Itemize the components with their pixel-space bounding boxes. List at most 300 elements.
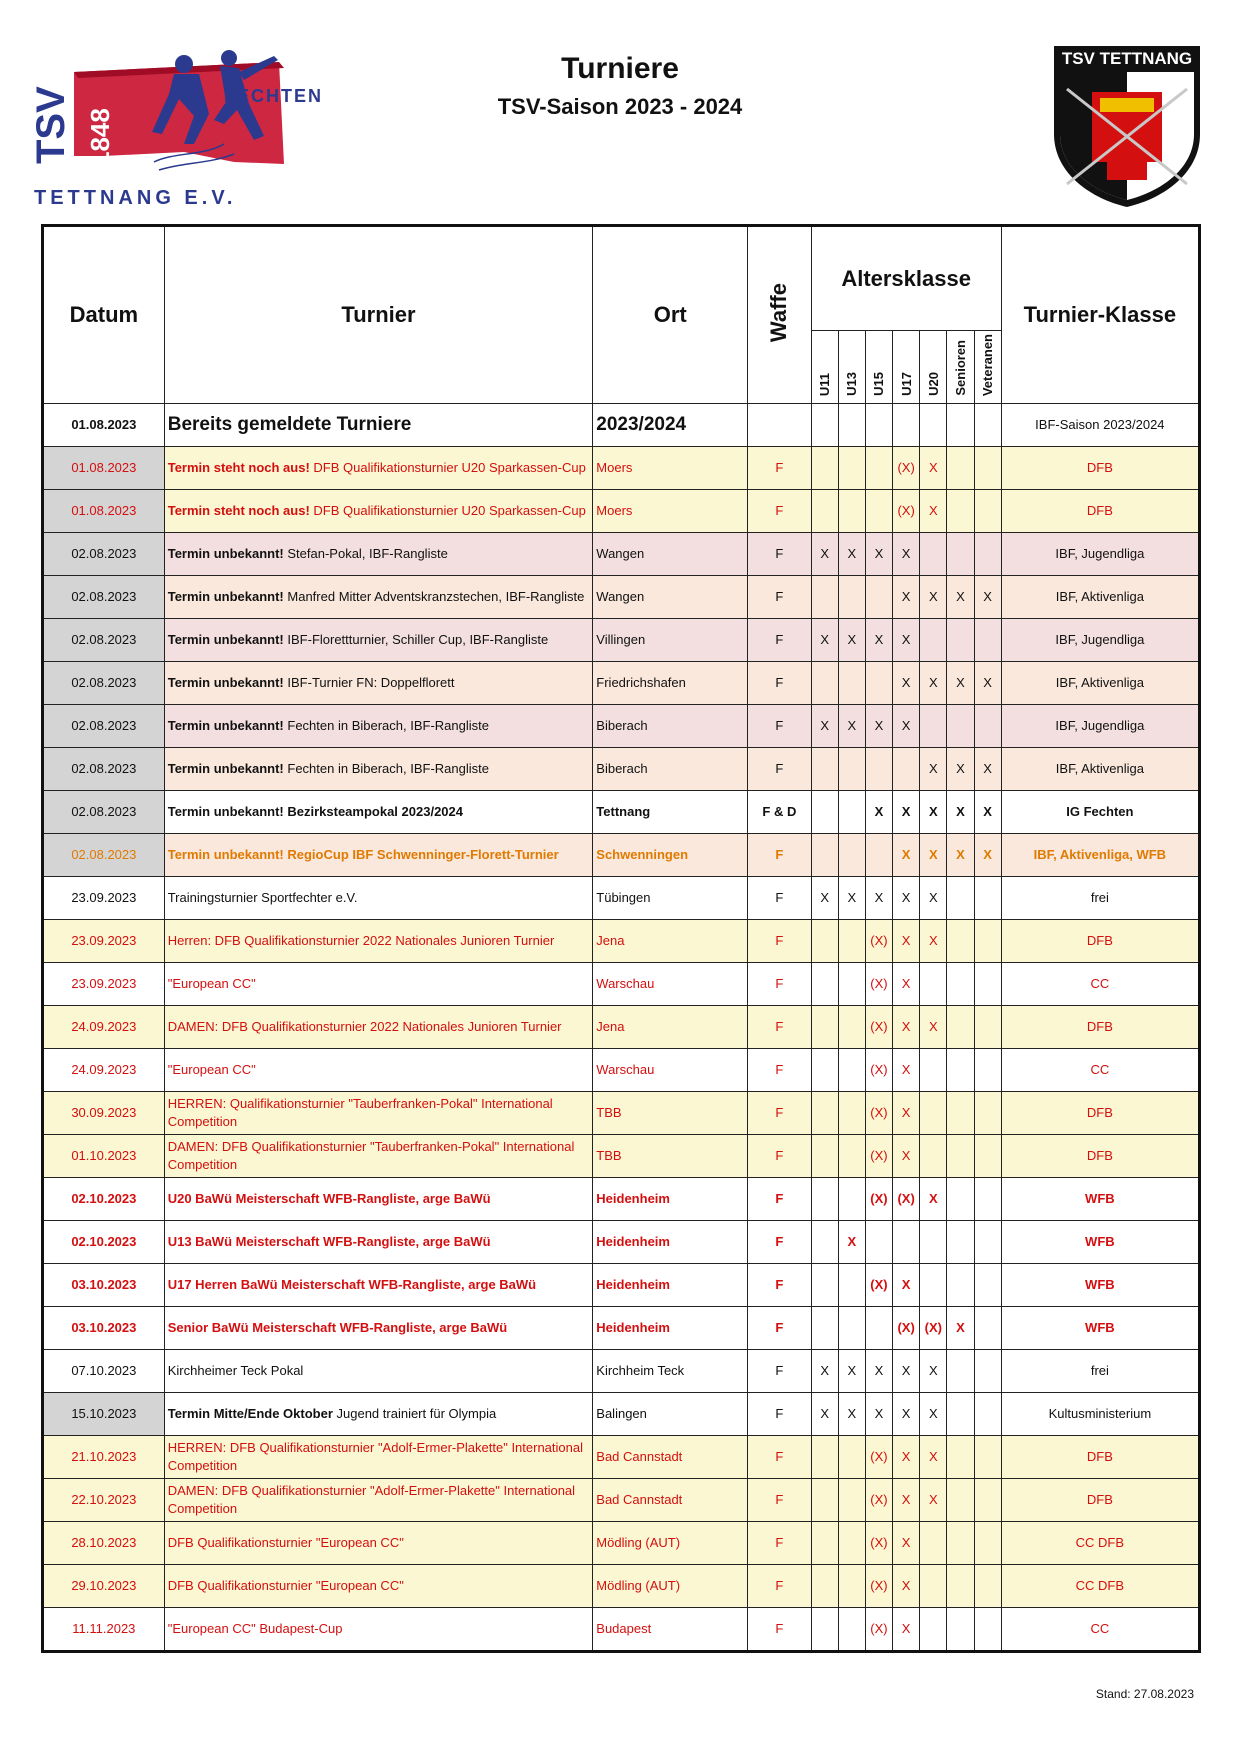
table-row (43, 1049, 1200, 1092)
cell-age (811, 1565, 838, 1608)
table-row (43, 705, 1200, 748)
cell-age: X (811, 533, 838, 576)
table-row (43, 1264, 1200, 1307)
turnier-text: DAMEN: DFB Qualifikationsturnier 2022 Nationales Junioren Turnier (167, 1018, 562, 1034)
cell-turnier-klasse: CC (1001, 963, 1199, 1006)
age-label: U20 (925, 372, 941, 396)
cell-waffe: F (748, 963, 811, 1006)
cell-datum: 02.08.2023 (43, 705, 165, 748)
table-row (43, 533, 1200, 576)
cell-turnier (164, 1393, 593, 1436)
cell-age (811, 920, 838, 963)
turnier-text: U13 BaWü Meisterschaft WFB-Rangliste, arge BaWü (167, 1233, 491, 1249)
cell-age: X (947, 1307, 974, 1350)
cell-age: (X) (865, 1479, 892, 1522)
cell-age: X (974, 791, 1001, 834)
col-header-waffe-cell (748, 226, 811, 404)
cell-age (838, 1264, 865, 1307)
cell-datum: 02.08.2023 (43, 619, 165, 662)
club-logo (29, 44, 354, 214)
cell-ort: Heidenheim (593, 1178, 748, 1221)
cell-turnier (164, 1565, 593, 1608)
cell-age (974, 447, 1001, 490)
cell-datum: 11.11.2023 (43, 1608, 165, 1652)
turnier-text: Senior BaWü Meisterschaft WFB-Rangliste, arge BaWü (167, 1319, 508, 1335)
cell-age: X (865, 791, 892, 834)
cell-age (974, 404, 1001, 447)
cell-turnier (164, 447, 593, 490)
cell-waffe (748, 404, 811, 447)
turnier-text: Fechten in Biberach, IBF-Rangliste (287, 717, 489, 733)
cell-age (838, 1307, 865, 1350)
cell-age: (X) (865, 1264, 892, 1307)
cell-age: X (838, 877, 865, 920)
cell-datum: 23.09.2023 (43, 877, 165, 920)
cell-waffe: F (748, 1264, 811, 1307)
cell-age: X (893, 662, 920, 705)
cell-age: X (811, 1350, 838, 1393)
turnier-lead: Termin steht noch aus! (167, 459, 310, 475)
cell-age (811, 791, 838, 834)
cell-turnier (164, 1608, 593, 1652)
table-row (43, 447, 1200, 490)
cell-age (811, 1522, 838, 1565)
cell-age: X (920, 877, 947, 920)
cell-turnier-klasse: CC DFB (1001, 1522, 1199, 1565)
cell-age (838, 834, 865, 877)
cell-age: (X) (893, 490, 920, 533)
cell-age (947, 1479, 974, 1522)
cell-turnier (164, 619, 593, 662)
cell-turnier-klasse: WFB (1001, 1221, 1199, 1264)
cell-age (811, 662, 838, 705)
cell-age (974, 1092, 1001, 1135)
cell-age: X (947, 576, 974, 619)
cell-age: X (893, 963, 920, 1006)
cell-age (947, 1393, 974, 1436)
cell-turnier (164, 877, 593, 920)
cell-age: (X) (865, 1135, 892, 1178)
cell-waffe: F (748, 1307, 811, 1350)
cell-waffe: F (748, 1522, 811, 1565)
cell-turnier-klasse: WFB (1001, 1307, 1199, 1350)
cell-turnier-klasse: DFB (1001, 1436, 1199, 1479)
cell-age: X (893, 1006, 920, 1049)
cell-ort: Kirchheim Teck (593, 1350, 748, 1393)
cell-ort: Budapest (593, 1608, 748, 1652)
cell-datum: 07.10.2023 (43, 1350, 165, 1393)
cell-age: X (893, 1436, 920, 1479)
cell-age: (X) (893, 1307, 920, 1350)
col-header-datum: Datum (43, 226, 165, 404)
cell-age: (X) (893, 1178, 920, 1221)
cell-age: (X) (865, 1092, 892, 1135)
cell-age (947, 1092, 974, 1135)
cell-age: (X) (865, 1565, 892, 1608)
age-label: U11 (817, 372, 833, 396)
cell-age: X (838, 705, 865, 748)
cell-turnier-klasse: DFB (1001, 1135, 1199, 1178)
cell-age: X (947, 748, 974, 791)
cell-age: X (893, 533, 920, 576)
cell-waffe: F (748, 1092, 811, 1135)
cell-age (974, 1135, 1001, 1178)
cell-turnier-klasse: frei (1001, 1350, 1199, 1393)
cell-turnier-klasse: DFB (1001, 1006, 1199, 1049)
cell-age (974, 619, 1001, 662)
cell-age: (X) (865, 920, 892, 963)
turnier-text: U17 Herren BaWü Meisterschaft WFB-Rangliste, arge BaWü (167, 1276, 537, 1292)
turnier-text: Jugend trainiert für Olympia (336, 1405, 497, 1421)
col-header-turnier-klasse: Turnier-Klasse (1001, 226, 1199, 404)
cell-age (920, 1608, 947, 1652)
cell-age (865, 576, 892, 619)
cell-age: X (920, 1350, 947, 1393)
age-label: U13 (844, 372, 860, 396)
cell-age (947, 920, 974, 963)
cell-ort: Moers (593, 447, 748, 490)
col-header-waffe: Waffe (766, 282, 792, 343)
cell-age (947, 1049, 974, 1092)
table-row (43, 1092, 1200, 1135)
table-row (43, 404, 1200, 447)
age-label: U15 (871, 372, 887, 396)
cell-datum: 02.08.2023 (43, 834, 165, 877)
turnier-text: HERREN: DFB Qualifikationsturnier "Adolf-Ermer-Plakette" International Competition (167, 1439, 583, 1473)
cell-age (811, 490, 838, 533)
cell-age: (X) (920, 1307, 947, 1350)
page-title: Turniere (561, 52, 679, 85)
cell-age (920, 1264, 947, 1307)
cell-age (947, 1135, 974, 1178)
cell-turnier (164, 1522, 593, 1565)
cell-age: X (865, 877, 892, 920)
table-row (43, 1307, 1200, 1350)
turnier-lead: Termin unbekannt! (167, 760, 284, 776)
cell-age: X (920, 1436, 947, 1479)
cell-turnier (164, 920, 593, 963)
cell-age: X (920, 791, 947, 834)
table-row (43, 920, 1200, 963)
table-row (43, 1479, 1200, 1522)
stand-date: Stand: 27.08.2023 (1095, 1687, 1194, 1701)
cell-age: X (920, 748, 947, 791)
cell-age (811, 1049, 838, 1092)
cell-turnier-klasse: CC (1001, 1049, 1199, 1092)
cell-age (811, 1135, 838, 1178)
turnier-text: HERREN: Qualifikationsturnier "Tauberfranken-Pokal" International Competition (167, 1095, 553, 1129)
cell-age (838, 1522, 865, 1565)
cell-turnier-klasse: IBF-Saison 2023/2024 (1001, 404, 1199, 447)
cell-age (947, 447, 974, 490)
cell-age (811, 1264, 838, 1307)
cell-waffe: F (748, 447, 811, 490)
cell-datum: 28.10.2023 (43, 1522, 165, 1565)
cell-age: X (893, 834, 920, 877)
cell-age (974, 1522, 1001, 1565)
cell-waffe: F (748, 576, 811, 619)
cell-age (974, 533, 1001, 576)
cell-age (920, 1049, 947, 1092)
cell-age: X (920, 662, 947, 705)
cell-ort: Tettnang (593, 791, 748, 834)
cell-datum: 24.09.2023 (43, 1006, 165, 1049)
cell-ort: Wangen (593, 576, 748, 619)
turnier-text: Stefan-Pokal, IBF-Rangliste (287, 545, 448, 561)
crest-text: TSV TETTNANG (1061, 49, 1193, 68)
cell-waffe: F (748, 920, 811, 963)
cell-age: X (920, 920, 947, 963)
cell-datum: 23.09.2023 (43, 963, 165, 1006)
cell-age (947, 1221, 974, 1264)
cell-turnier (164, 1178, 593, 1221)
cell-age (838, 791, 865, 834)
cell-age (865, 834, 892, 877)
cell-age: X (838, 533, 865, 576)
col-header-age (893, 331, 920, 404)
cell-turnier-klasse: IBF, Aktivenliga, WFB (1001, 834, 1199, 877)
cell-age (974, 1178, 1001, 1221)
turnier-text: "European CC" Budapest-Cup (167, 1620, 343, 1636)
cell-age (838, 1565, 865, 1608)
col-header-age (920, 331, 947, 404)
table-row (43, 1178, 1200, 1221)
table-row (43, 877, 1200, 920)
cell-age (947, 404, 974, 447)
table-row (43, 576, 1200, 619)
turnier-text: DFB Qualifikationsturnier U20 Sparkassen-Cup (313, 459, 586, 475)
age-label: U17 (898, 372, 914, 396)
cell-turnier-klasse: IG Fechten (1001, 791, 1199, 834)
cell-age: X (893, 1393, 920, 1436)
cell-age: X (838, 1350, 865, 1393)
cell-age (974, 705, 1001, 748)
cell-turnier (164, 1221, 593, 1264)
turnier-text: Herren: DFB Qualifikationsturnier 2022 Nationales Junioren Turnier (167, 932, 555, 948)
cell-waffe: F (748, 705, 811, 748)
cell-age (838, 1436, 865, 1479)
club-crest (1052, 44, 1202, 209)
cell-waffe: F (748, 1006, 811, 1049)
cell-age (865, 1221, 892, 1264)
cell-turnier-klasse: DFB (1001, 1092, 1199, 1135)
cell-ort: Mödling (AUT) (593, 1522, 748, 1565)
cell-turnier (164, 404, 593, 447)
cell-age: X (811, 877, 838, 920)
cell-age: (X) (865, 1436, 892, 1479)
table-row (43, 1006, 1200, 1049)
cell-turnier (164, 1479, 593, 1522)
col-header-turnier: Turnier (164, 226, 593, 404)
cell-age: X (974, 662, 1001, 705)
cell-age (811, 1178, 838, 1221)
cell-waffe: F (748, 1565, 811, 1608)
cell-age (838, 447, 865, 490)
cell-waffe: F (748, 1135, 811, 1178)
table-row (43, 1522, 1200, 1565)
cell-age (811, 404, 838, 447)
cell-age: X (920, 1479, 947, 1522)
cell-age (920, 1092, 947, 1135)
col-header-age (865, 331, 892, 404)
cell-age: X (893, 1135, 920, 1178)
cell-age (920, 1522, 947, 1565)
cell-waffe: F (748, 533, 811, 576)
table-row (43, 963, 1200, 1006)
cell-age (947, 490, 974, 533)
cell-age: X (920, 1393, 947, 1436)
cell-turnier-klasse: frei (1001, 877, 1199, 920)
cell-age: X (893, 1479, 920, 1522)
cell-age (974, 963, 1001, 1006)
cell-age (811, 1608, 838, 1652)
cell-ort: Warschau (593, 963, 748, 1006)
cell-age (947, 1522, 974, 1565)
cell-ort: Bad Cannstadt (593, 1436, 748, 1479)
cell-age: (X) (865, 963, 892, 1006)
cell-age: X (865, 705, 892, 748)
cell-turnier-klasse: IBF, Aktivenliga (1001, 662, 1199, 705)
cell-datum: 01.08.2023 (43, 404, 165, 447)
cell-age (811, 576, 838, 619)
table-row (43, 1393, 1200, 1436)
cell-ort: Heidenheim (593, 1221, 748, 1264)
cell-age (947, 1350, 974, 1393)
cell-age: X (811, 619, 838, 662)
cell-age (838, 1608, 865, 1652)
table-row (43, 791, 1200, 834)
cell-age (893, 1221, 920, 1264)
cell-datum: 01.08.2023 (43, 447, 165, 490)
cell-ort: Tübingen (593, 877, 748, 920)
cell-age (838, 1092, 865, 1135)
cell-age: X (865, 533, 892, 576)
cell-age: X (811, 705, 838, 748)
cell-age (974, 1350, 1001, 1393)
cell-age (838, 748, 865, 791)
cell-age (920, 404, 947, 447)
cell-datum: 02.08.2023 (43, 662, 165, 705)
cell-turnier-klasse: DFB (1001, 920, 1199, 963)
cell-turnier-klasse: IBF, Jugendliga (1001, 619, 1199, 662)
col-header-age (838, 331, 865, 404)
cell-waffe: F (748, 662, 811, 705)
cell-ort: Balingen (593, 1393, 748, 1436)
cell-turnier-klasse: DFB (1001, 447, 1199, 490)
cell-age (920, 963, 947, 1006)
svg-text:TSV: TSV (29, 86, 73, 164)
cell-turnier (164, 1350, 593, 1393)
svg-text:1848: 1848 (85, 108, 115, 166)
turnier-lead: Termin unbekannt! (167, 545, 284, 561)
cell-turnier (164, 705, 593, 748)
cell-age (974, 1049, 1001, 1092)
table-row (43, 1221, 1200, 1264)
cell-age (947, 1565, 974, 1608)
turnier-text: Termin unbekannt! RegioCup IBF Schwenninger-Florett-Turnier (167, 846, 559, 862)
cell-turnier (164, 963, 593, 1006)
cell-age: X (974, 576, 1001, 619)
turnier-text: "European CC" (167, 1061, 256, 1077)
turnier-lead: Termin unbekannt! (167, 717, 284, 733)
cell-age (974, 1221, 1001, 1264)
cell-age: X (811, 1393, 838, 1436)
cell-ort: Mödling (AUT) (593, 1565, 748, 1608)
cell-age: X (947, 662, 974, 705)
cell-age (947, 705, 974, 748)
cell-ort: Schwenningen (593, 834, 748, 877)
cell-age (865, 1307, 892, 1350)
turnier-lead: Termin unbekannt! (167, 674, 284, 690)
cell-datum: 02.08.2023 (43, 748, 165, 791)
turnier-lead: Termin Mitte/Ende Oktober (167, 1405, 333, 1421)
cell-age: (X) (865, 1608, 892, 1652)
cell-ort: Jena (593, 920, 748, 963)
turnier-text: DAMEN: DFB Qualifikationsturnier "Adolf-Ermer-Plakette" International Competition (167, 1482, 576, 1516)
cell-age (811, 1221, 838, 1264)
turnier-lead: Termin steht noch aus! (167, 502, 310, 518)
age-label: Veteranen (980, 333, 996, 396)
turnier-lead: Termin unbekannt! (167, 588, 284, 604)
cell-age: X (865, 1393, 892, 1436)
cell-age (947, 1178, 974, 1221)
col-header-age (811, 331, 838, 404)
cell-ort: Friedrichshafen (593, 662, 748, 705)
cell-turnier (164, 662, 593, 705)
cell-age: X (865, 619, 892, 662)
cell-age: X (838, 1393, 865, 1436)
cell-age: X (920, 1178, 947, 1221)
cell-age (920, 1565, 947, 1608)
cell-age: X (974, 834, 1001, 877)
cell-age (838, 1178, 865, 1221)
cell-waffe: F (748, 1350, 811, 1393)
table-row (43, 662, 1200, 705)
cell-age (920, 1221, 947, 1264)
cell-waffe: F (748, 1049, 811, 1092)
cell-turnier-klasse: IBF, Jugendliga (1001, 705, 1199, 748)
cell-age (947, 1006, 974, 1049)
cell-turnier-klasse: DFB (1001, 1479, 1199, 1522)
cell-age (947, 533, 974, 576)
cell-age (811, 1006, 838, 1049)
cell-turnier (164, 1092, 593, 1135)
cell-ort: Wangen (593, 533, 748, 576)
cell-waffe: F (748, 834, 811, 877)
page-subtitle: TSV-Saison 2023 - 2024 (497, 94, 743, 119)
cell-waffe: F (748, 1479, 811, 1522)
cell-ort: TBB (593, 1135, 748, 1178)
col-header-ort: Ort (593, 226, 748, 404)
cell-age (838, 1049, 865, 1092)
cell-age (865, 748, 892, 791)
cell-age: X (893, 1264, 920, 1307)
cell-turnier (164, 1135, 593, 1178)
cell-age (947, 877, 974, 920)
cell-age (811, 447, 838, 490)
cell-age (974, 1006, 1001, 1049)
cell-ort: Villingen (593, 619, 748, 662)
cell-age (974, 1565, 1001, 1608)
cell-age (838, 1135, 865, 1178)
cell-turnier (164, 490, 593, 533)
cell-age (865, 662, 892, 705)
cell-turnier-klasse: IBF, Aktivenliga (1001, 748, 1199, 791)
svg-text:TETTNANG E.V.: TETTNANG E.V. (34, 187, 237, 209)
cell-age (947, 1608, 974, 1652)
cell-age (920, 705, 947, 748)
cell-age: X (893, 1350, 920, 1393)
